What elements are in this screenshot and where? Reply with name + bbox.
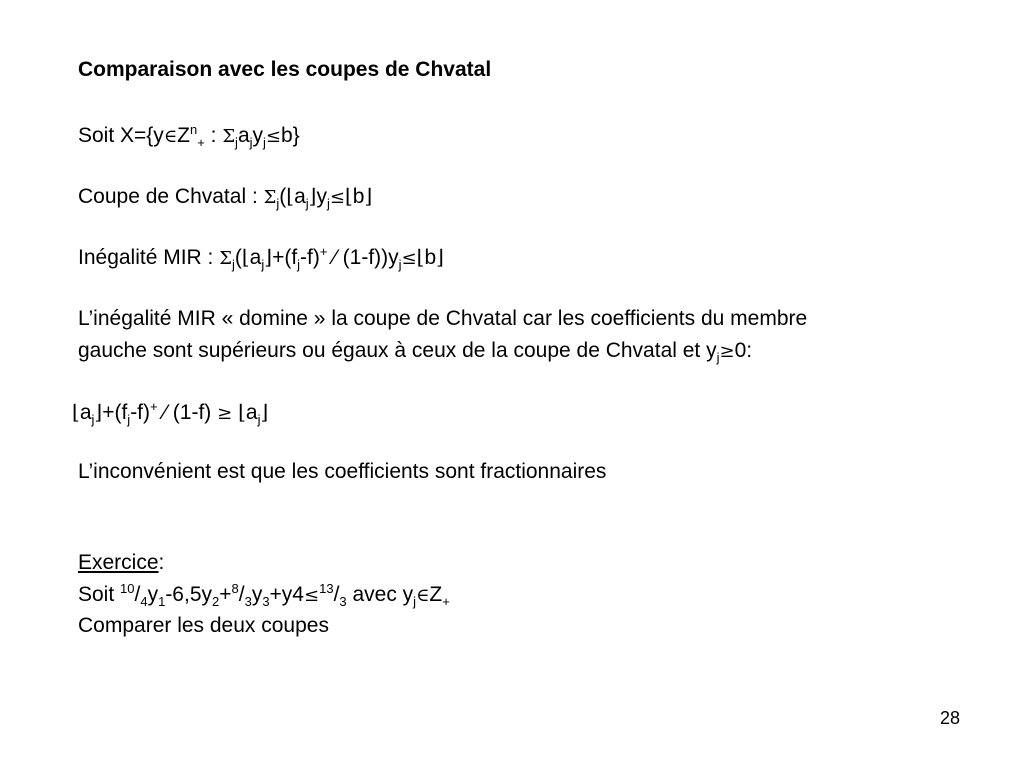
subscript-plus: +	[442, 594, 450, 609]
right-floor-symbol: ⌋	[94, 400, 103, 424]
chvatal-label: Coupe de Chvatal :	[78, 185, 264, 208]
positive-part-plus: +	[319, 244, 328, 259]
set-def-prefix: Soit X={y	[78, 124, 164, 147]
comparison-denominator: (1-f)	[172, 401, 218, 424]
integers-symbol: Z	[177, 124, 190, 147]
fraction-slash: ⁄	[157, 401, 173, 424]
numerator-13: 13	[319, 581, 334, 596]
subscript-j: j	[305, 196, 309, 211]
var-a: a	[245, 401, 258, 424]
var-a: a	[249, 246, 262, 269]
positive-part-plus: +	[150, 399, 158, 414]
less-equal-symbol: ≤	[265, 126, 281, 147]
fraction-slash: /	[134, 583, 141, 606]
var-b: b	[424, 246, 437, 269]
numerator-10: 10	[120, 581, 135, 596]
right-floor-symbol: ⌋	[308, 184, 317, 208]
dominance-suffix: 0:	[734, 339, 753, 362]
greater-equal-symbol: ≥	[719, 341, 735, 362]
subscript-plus: +	[197, 135, 205, 150]
numerator-8: 8	[231, 581, 239, 596]
left-floor-symbol: ⌊	[241, 245, 250, 269]
mir-inequality	[78, 243, 444, 273]
less-equal-symbol: ≤	[304, 585, 320, 606]
exercise-label: Exercice	[78, 551, 159, 574]
greater-equal-symbol: ≥	[217, 403, 233, 424]
var-b: b	[352, 185, 365, 208]
plus-f: +(f	[102, 401, 128, 424]
right-floor-symbol: ⌋	[264, 245, 273, 269]
dominance-line-2	[78, 337, 752, 366]
term-y4: +y4	[269, 583, 304, 606]
var-y: y	[316, 185, 327, 208]
mir-denominator: (1-f))y	[342, 246, 399, 269]
element-of-symbol: ∈	[416, 585, 430, 606]
subscript-j: j	[91, 412, 95, 427]
page-number: 28	[940, 708, 961, 728]
var-a: a	[294, 185, 306, 208]
soit-text: Soit	[78, 583, 121, 606]
plus-f: +(f	[272, 246, 298, 269]
denominator-3: 3	[244, 594, 252, 609]
set-def-suffix: b}	[281, 124, 300, 147]
colon: :	[204, 124, 223, 147]
subscript-j: j	[261, 257, 265, 272]
subscript-2: 2	[212, 594, 220, 609]
fraction-slash: /	[333, 583, 340, 606]
subscript-3: 3	[262, 594, 270, 609]
exercise-instruction: Comparer les deux coupes	[78, 614, 329, 637]
var-y: y	[252, 124, 264, 147]
left-floor-symbol: ⌊	[344, 184, 353, 208]
subscript-j: j	[249, 135, 253, 150]
denominator-4: 4	[140, 594, 148, 609]
subscript-j: j	[297, 257, 301, 272]
coefficient-comparison	[72, 398, 268, 428]
var-a: a	[79, 401, 92, 424]
chvatal-cut	[78, 182, 372, 212]
subscript-j: j	[257, 412, 261, 427]
right-floor-symbol: ⌋	[436, 245, 444, 269]
sigma-symbol: Σ	[263, 187, 277, 208]
subscript-j: j	[276, 196, 280, 211]
open-paren: (	[279, 185, 287, 208]
right-floor-symbol: ⌋	[260, 400, 269, 424]
subscript-j: j	[398, 257, 402, 272]
subscript-j: j	[716, 350, 720, 365]
dominance-text: gauche sont supérieurs ou égaux à ceux de la coupe de Chvatal et y	[78, 339, 717, 362]
colon: :	[158, 551, 165, 574]
slide-title: Comparaison avec les coupes de Chvatal	[78, 58, 492, 81]
dominance-line-1: L’inégalité MIR « domine » la coupe de Chvatal car les coefficients du membre	[78, 307, 808, 330]
less-equal-symbol: ≤	[401, 248, 417, 269]
var-a: a	[237, 124, 250, 147]
plus-sign: +	[219, 583, 232, 606]
left-floor-symbol: ⌊	[72, 400, 80, 424]
exercise-problem	[78, 581, 450, 610]
subscript-j: j	[413, 594, 417, 609]
minus-f: -f)	[130, 401, 151, 424]
set-definition	[78, 122, 300, 151]
denominator-3: 3	[339, 594, 347, 609]
exercise-heading	[78, 549, 164, 577]
term-y2: -6,5y	[165, 583, 212, 606]
fraction-slash: ⁄	[327, 246, 343, 269]
fraction-slash: /	[238, 583, 245, 606]
subscript-j: j	[235, 135, 238, 150]
avec-text: avec y	[346, 583, 414, 606]
minus-f: -f)	[300, 246, 320, 269]
subscript-j: j	[263, 135, 266, 150]
left-floor-symbol: ⌊	[286, 184, 295, 208]
left-floor-symbol: ⌊	[416, 245, 425, 269]
open-paren: (	[234, 246, 242, 269]
element-of-symbol: ∈	[163, 126, 178, 147]
subscript-j: j	[127, 412, 131, 427]
subscript-1: 1	[158, 594, 166, 609]
integers-symbol: Z	[429, 583, 443, 606]
left-floor-symbol: ⌊	[238, 400, 246, 424]
subscript-j: j	[326, 196, 330, 211]
subscript-j: j	[231, 257, 235, 272]
mir-label: Inégalité MIR :	[78, 246, 220, 269]
right-floor-symbol: ⌋	[364, 184, 373, 208]
drawback-text: L’inconvénient est que les coefficients sont fractionnaires	[78, 460, 607, 483]
sigma-symbol: Σ	[222, 126, 236, 147]
less-equal-symbol: ≤	[329, 187, 345, 208]
var-y: y	[251, 583, 263, 606]
sigma-symbol: Σ	[219, 248, 232, 269]
var-y: y	[147, 583, 159, 606]
exponent-n: n	[189, 122, 198, 137]
